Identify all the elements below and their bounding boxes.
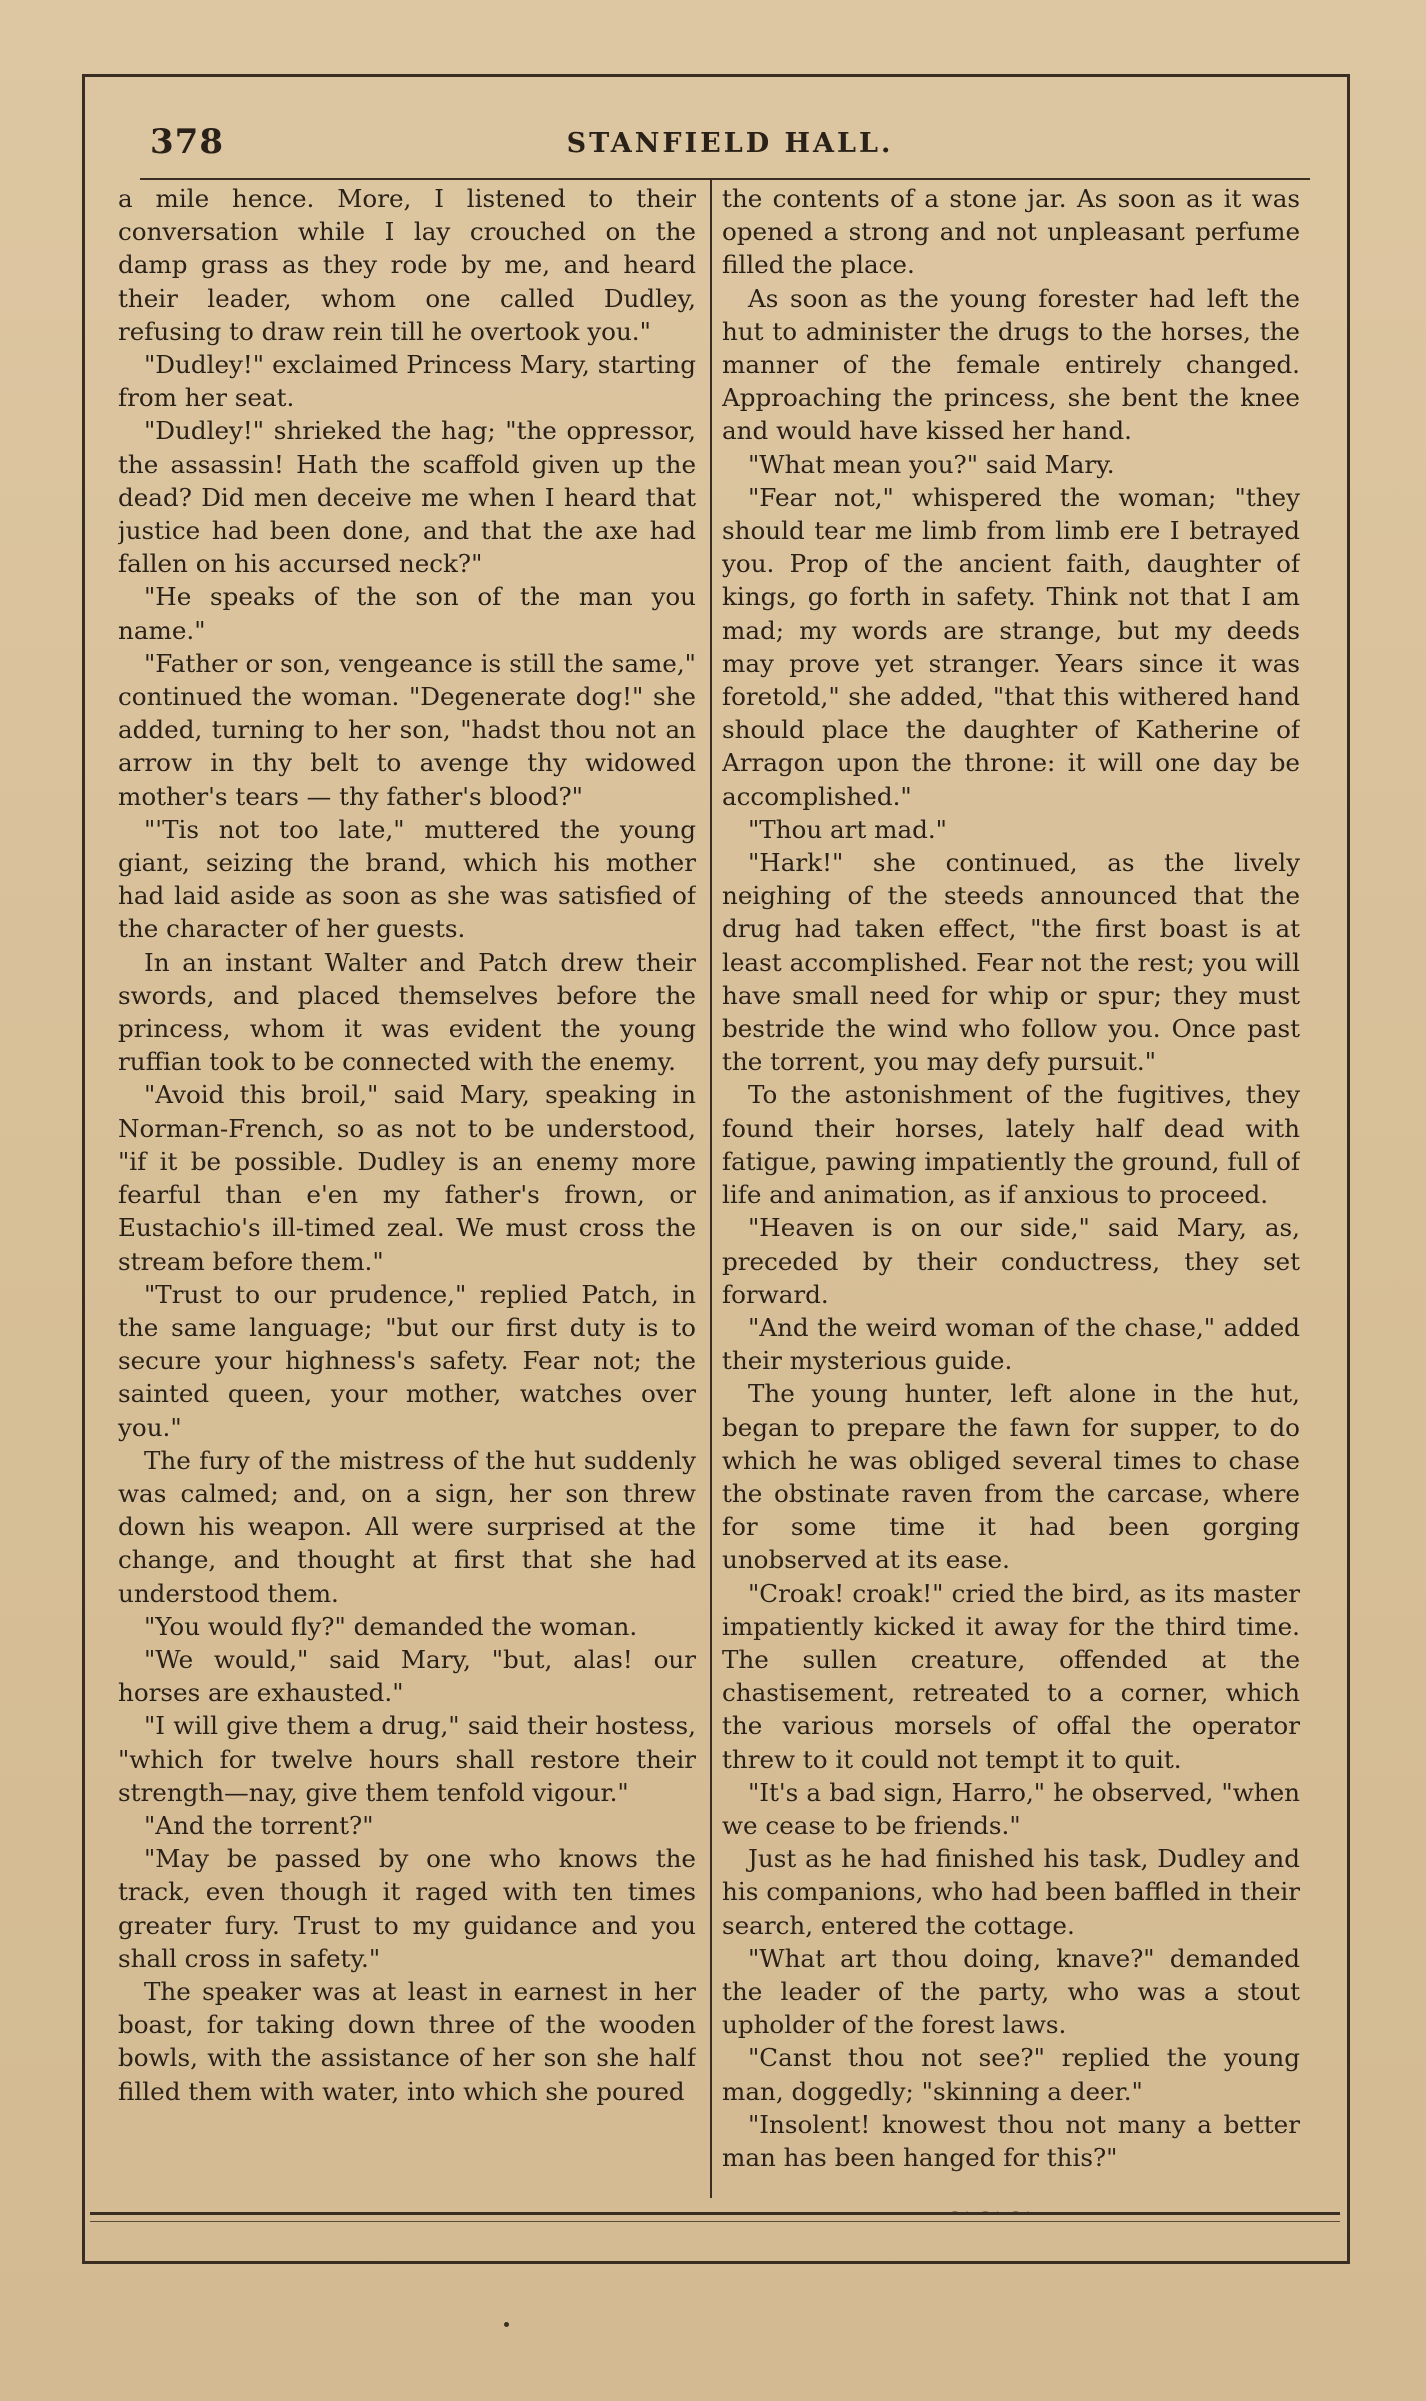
paragraph: "Avoid this broil," said Mary, speaking in Norman-French, so as not to be understood, "if it be possible. Dudley is an enemy more fearful than e'en my father's frown, or Eustachio's ill-timed zeal. We must cross the stream before them.": [118, 1080, 696, 1276]
paragraph: "It's a bad sign, Harro," he observed, "when we cease to be friends.": [722, 1777, 1300, 1840]
paragraph: Just as he had finished his task, Dudley and his companions, who had been baffled in their search, entered the cottage.: [722, 1844, 1300, 1940]
right-column: [722, 182, 1300, 2192]
left-column: [118, 182, 696, 2192]
paragraph: "He speaks of the son of the man you name.": [118, 582, 696, 645]
paragraph: the contents of a stone jar. As soon as it was opened a strong and not unpleasant perfume filled the place.: [722, 184, 1300, 280]
paragraph: The fury of the mistress of the hut suddenly was calmed; and, on a sign, her son threw down his weapon. All were surprised at the change, and thought at first that she had understood them.: [118, 1445, 696, 1608]
paragraph: "Dudley!" exclaimed Princess Mary, starting from her seat.: [118, 350, 696, 413]
paragraph: "Father or son, vengeance is still the same," continued the woman. "Degenerate dog!" she added, turning to her son, "hadst thou not an arrow in thy belt to avenge thy widowed mother's tears — thy father's blood?": [118, 648, 696, 811]
paragraph: "Thou art mad.": [748, 814, 947, 844]
running-title: STANFIELD HALL.: [566, 128, 894, 159]
page-header: [140, 118, 1310, 178]
paragraph: "Hark!" she continued, as the lively neighing of the steeds announced that the drug had taken effect, "the first boast is at least accomplished. Fear not the rest; you will have small need for whip or spur; they must bestride the wind who follow you. Once past the torrent, you may defy pursuit.": [722, 848, 1300, 1077]
paragraph: "Fear not," whispered the woman; "they should tear me limb from limb ere I betrayed you. Prop of the ancient faith, daughter of kings, go forth in safety. Think not that I am mad; my words are strange, but my deeds may prove yet stranger. Years since it was foretold," she added, "that this withered hand should place the daughter of Katherine of Arragon upon the throne: it will one day be accomplished.": [722, 482, 1300, 811]
paragraph: "I will give them a drug," said their hostess, "which for twelve hours shall restore their strength—nay, give them tenfold vigour.": [118, 1711, 696, 1807]
paragraph: "We would," said Mary, "but, alas! our horses are exhausted.": [118, 1644, 696, 1708]
paragraph: "You would fly?" demanded the woman.: [144, 1611, 638, 1641]
paragraph: a mile hence. More, I listened to their conversation while I lay crouched on the damp grass as they rode by me, and heard their leader, whom one called Dudley, refusing to draw rein till he overtook you.": [118, 184, 696, 346]
paragraph: "Heaven is on our side," said Mary, as, preceded by their conductress, they set forward.: [722, 1213, 1300, 1309]
paragraph: "Croak! croak!" cried the bird, as its master impatiently kicked it away for the third time. The sullen creature, offended at the chastisement, retreated to a corner, which the various morsels of offal the operator threw to it could not tempt it to quit.: [722, 1578, 1300, 1774]
page-number: 378: [150, 122, 224, 162]
paragraph: The speaker was at least in earnest in her boast, for taking down three of the wooden bowls, with the assistance of her son she half filled them with water, into which she poured: [118, 1976, 696, 2106]
rule-ornament-icon: ⁓ ⁓ ⁓: [948, 2200, 1032, 2224]
paragraph: "'Tis not too late," muttered the young giant, seizing the brand, which his mother had laid aside as soon as she was satisfied of the character of her guests.: [118, 814, 696, 944]
bottom-rule: [90, 2212, 1340, 2222]
paragraph: "Dudley!" shrieked the hag; "the oppressor, the assassin! Hath the scaffold given up the dead? Did men deceive me when I heard that justice had been done, and that the axe had fallen on his accursed neck?": [118, 416, 696, 579]
paragraph: "Trust to our prudence," replied Patch, in the same language; "but our first duty is to secure your highness's safety. Fear not; the sainted queen, your mother, watches over you.": [118, 1279, 696, 1442]
paragraph: "What mean you?" said Mary.: [748, 449, 1115, 479]
paragraph: "May be passed by one who knows the track, even though it raged with ten times greater fury. Trust to my guidance and you shall cross in safety.": [118, 1844, 696, 1973]
paragraph: "And the torrent?": [144, 1810, 374, 1840]
column-divider: [710, 180, 712, 2198]
paragraph: As soon as the young forester had left the hut to administer the drugs to the horses, the manner of the female entirely changed. Approaching the princess, she bent the knee and would have kissed her hand.: [722, 283, 1300, 446]
paragraph: In an instant Walter and Patch drew their swords, and placed themselves before the princess, whom it was evident the young ruffian took to be connected with the enemy.: [118, 947, 696, 1077]
ink-speck: [504, 2322, 509, 2327]
paragraph: The young hunter, left alone in the hut, began to prepare the fawn for supper, to do which he was obliged several times to chase the obstinate raven from the carcase, where for some time it had been gorging unobserved at its ease.: [722, 1379, 1300, 1575]
header-rule: [140, 178, 1310, 180]
paragraph: "What art thou doing, knave?" demanded the leader of the party, who was a stout upholder of the forest laws.: [722, 1943, 1300, 2040]
paragraph: "And the weird woman of the chase," added their mysterious guide.: [722, 1312, 1300, 1376]
paragraph: "Canst thou not see?" replied the young man, doggedly; "skinning a deer.": [722, 2043, 1300, 2106]
paragraph: To the astonishment of the fugitives, they found their horses, lately half dead with fatigue, pawing impatiently the ground, full of life and animation, as if anxious to proceed.: [722, 1080, 1300, 1210]
paragraph: "Insolent! knowest thou not many a better man has been hanged for this?": [722, 2109, 1300, 2172]
